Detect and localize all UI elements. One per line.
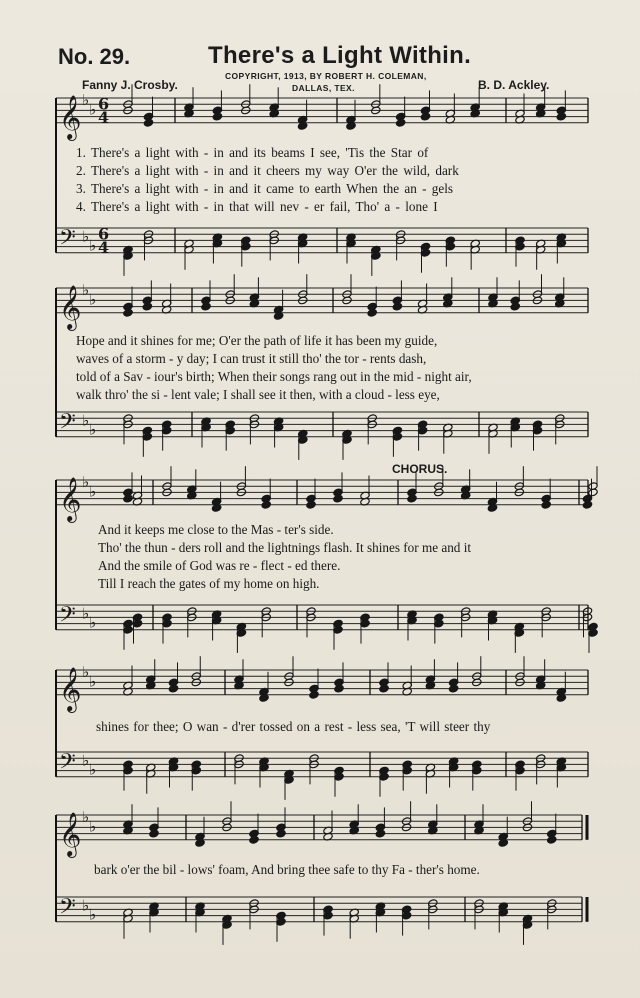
flat-icon: ♭ bbox=[89, 290, 97, 309]
flat-icon: ♭ bbox=[82, 411, 90, 430]
treble-clef-icon: 𝄞 bbox=[59, 476, 82, 521]
flat-icon: ♭ bbox=[89, 420, 97, 439]
treble-clef-icon: 𝄞 bbox=[59, 94, 82, 139]
bass-clef-icon: 𝄢 bbox=[59, 225, 76, 256]
hymn-number: No. 29. bbox=[58, 44, 131, 69]
lyric-verse-3: told of a Sav - iour's birth; When their songs rang out in the mid - night air, bbox=[76, 369, 472, 384]
bass-clef-icon: 𝄢 bbox=[59, 409, 76, 440]
lyric-verse-1: And it keeps me close to the Mas - ter's side. bbox=[98, 522, 334, 537]
flat-icon: ♭ bbox=[89, 905, 97, 924]
treble-clef-icon: 𝄞 bbox=[59, 284, 82, 329]
lyric-verse-3: 3. There's a light with - in and it came to earth When the an - gels bbox=[76, 181, 454, 196]
bass-clef-icon: 𝄢 bbox=[59, 602, 76, 633]
time-signature: 6 bbox=[98, 94, 110, 114]
treble-clef-icon: 𝄞 bbox=[59, 811, 82, 856]
time-signature: 4 bbox=[98, 107, 110, 127]
copyright-line: COPYRIGHT, 1913, BY ROBERT H. COLEMAN, bbox=[225, 71, 427, 81]
flat-icon: ♭ bbox=[82, 604, 90, 623]
flat-icon: ♭ bbox=[82, 227, 90, 246]
flat-icon: ♭ bbox=[89, 100, 97, 119]
lyric-verse-2: waves of a storm - y day; I can trust it still tho' the tor - rents dash, bbox=[76, 351, 427, 366]
copyright-location: DALLAS, TEX. bbox=[292, 83, 355, 93]
flat-icon: ♭ bbox=[82, 473, 90, 492]
bass-clef-icon: 𝄢 bbox=[59, 894, 76, 925]
hymn-title: There's a Light Within. bbox=[208, 42, 472, 69]
bass-clef-icon: 𝄢 bbox=[59, 749, 76, 780]
lyric-verse-4: 4. There's a light with - in that will nev - er fail, Tho' a - lone I bbox=[76, 199, 438, 214]
lyric-chorus-line: bark o'er the bil - lows' foam, And bring thee safe to thy Fa - ther's home. bbox=[94, 862, 480, 877]
flat-icon: ♭ bbox=[82, 751, 90, 770]
lyric-verse-2: 2. There's a light with - in and it cheers my way O'er the wild, dark bbox=[76, 163, 459, 178]
chorus-label: CHORUS. bbox=[392, 462, 448, 476]
flat-icon: ♭ bbox=[82, 91, 90, 110]
flat-icon: ♭ bbox=[89, 613, 97, 632]
flat-icon: ♭ bbox=[82, 808, 90, 827]
flat-icon: ♭ bbox=[89, 236, 97, 255]
lyric-chorus-line: shines for thee; O wan - d'rer tossed on a rest - less sea, 'T will steer thy bbox=[96, 719, 491, 734]
flat-icon: ♭ bbox=[82, 896, 90, 915]
flat-icon: ♭ bbox=[89, 482, 97, 501]
flat-icon: ♭ bbox=[89, 672, 97, 691]
lyric-verse-3: And the smile of God was re - flect - ed there. bbox=[98, 558, 341, 573]
time-signature: 6 bbox=[98, 224, 110, 244]
lyric-verse-1: 1. There's a light with - in and its beams I see, 'Tis the Star of bbox=[76, 145, 429, 160]
flat-icon: ♭ bbox=[82, 663, 90, 682]
treble-clef-icon: 𝄞 bbox=[59, 666, 82, 711]
flat-icon: ♭ bbox=[89, 760, 97, 779]
time-signature: 4 bbox=[98, 237, 110, 257]
flat-icon: ♭ bbox=[89, 817, 97, 836]
lyricist-credit: Fanny J. Crosby. bbox=[82, 78, 178, 92]
composer-credit: B. D. Ackley. bbox=[478, 78, 550, 92]
lyric-verse-1: Hope and it shines for me; O'er the path of life it has been my guide, bbox=[76, 333, 438, 348]
lyric-verse-4: walk thro' the si - lent vale; I shall see it then, with a cloud - less eye, bbox=[76, 387, 440, 402]
lyric-verse-2: Tho' the thun - ders roll and the lightnings flash. It shines for me and it bbox=[98, 540, 472, 555]
lyric-verse-4: Till I reach the gates of my home on high. bbox=[98, 576, 320, 591]
flat-icon: ♭ bbox=[82, 281, 90, 300]
